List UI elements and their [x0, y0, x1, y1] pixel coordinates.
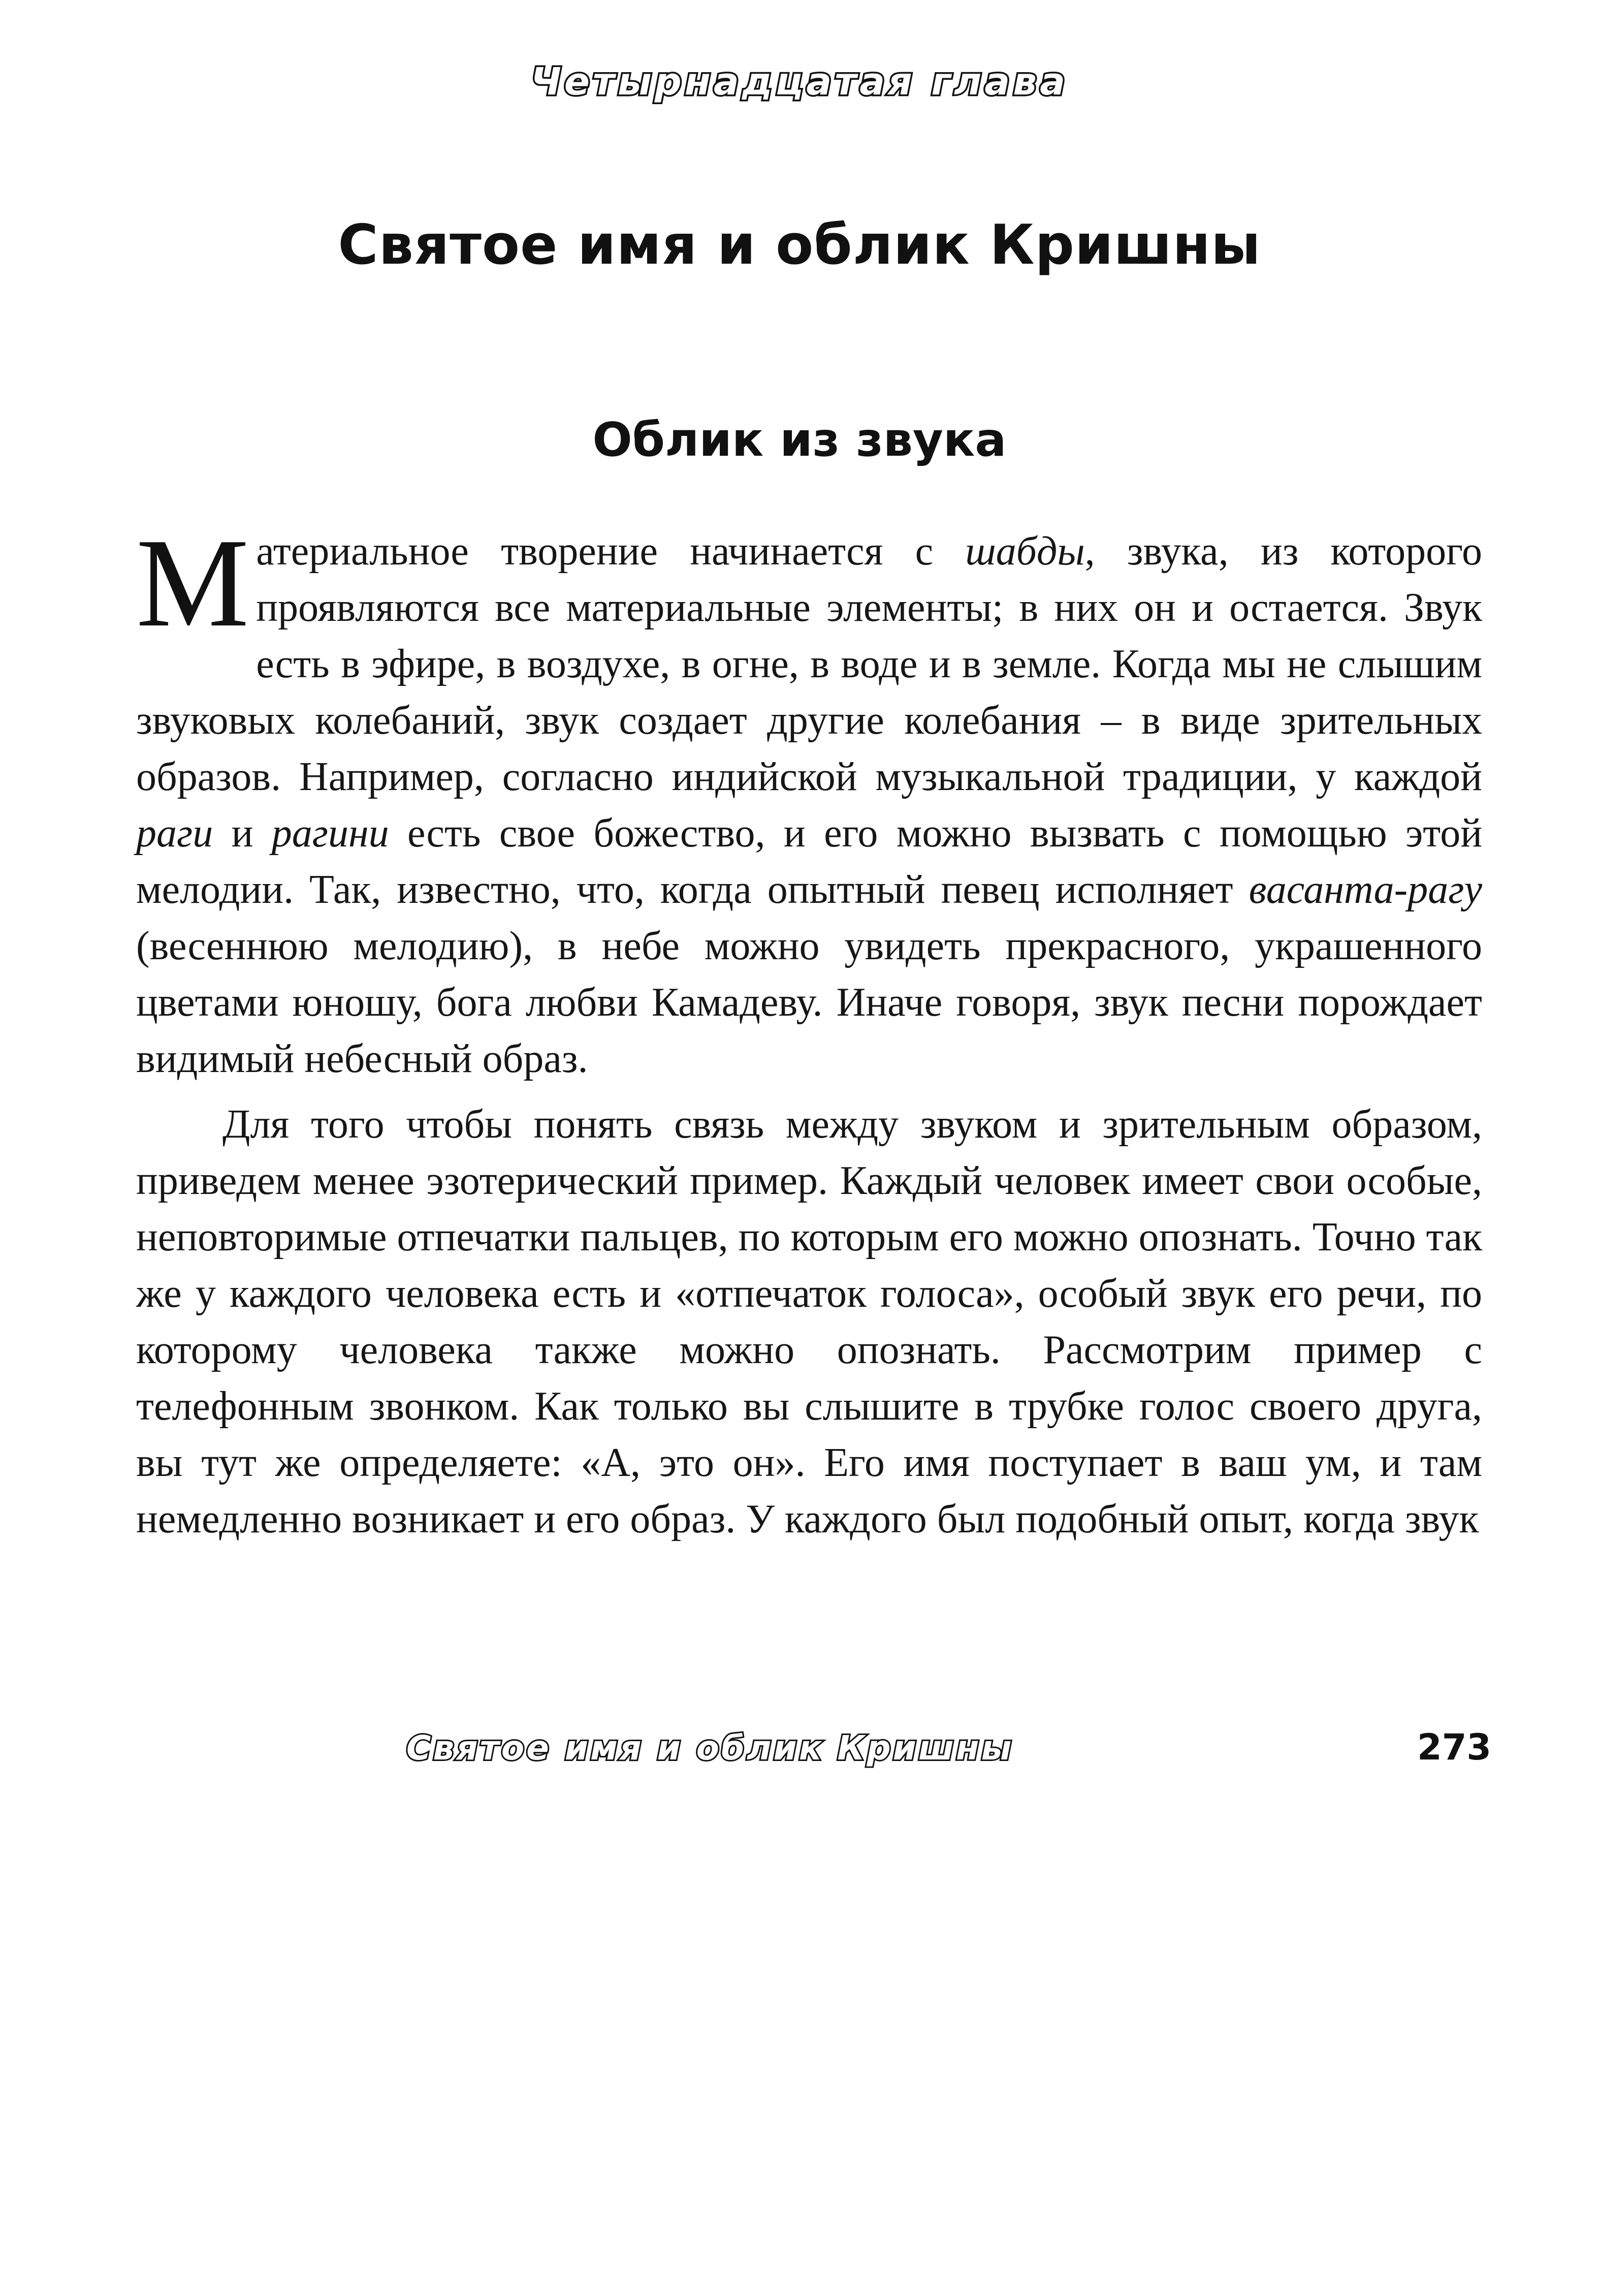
running-footer-title: Святое имя и облик Кришны: [406, 1728, 1014, 1768]
chapter-title: Святое имя и облик Кришны: [338, 213, 1261, 277]
paragraph-1-text: атериальное творение начинается с: [256, 529, 966, 574]
paragraph-1-text: и: [213, 811, 272, 856]
term-raga: раги: [136, 811, 213, 856]
paragraph-1-text: (весеннюю мелодию), в небе можно увидеть прекрасного, украшенного цветами юношу, бога любви Камадеву. Иначе говоря, звук песни порождает видимый небесный образ.: [136, 924, 1482, 1081]
paragraph-1-text: есть свое божество, и его можно вызвать с помощью этой мелодии. Так, известно, что, когда опытный певец исполняет: [136, 811, 1483, 912]
term-vasanta-raga: васанта-рагу: [1249, 867, 1482, 912]
term-ragini: рагини: [271, 811, 389, 856]
paragraph-1: [136, 513, 1483, 1087]
page-number: 273: [1417, 1726, 1492, 1768]
chapter-header: Четырнадцатая глава: [530, 60, 1069, 104]
body-text: [136, 513, 1483, 1548]
paragraph-1-text: , звука, из которого проявляются все материальные элементы; в них он и остается. Звук есть в эфире, в воздухе, в огне, в воде и в земле. Когда мы не слышим звуковых колебаний, звук создает другие колебания – в виде зрительных образов. Например, согласно индийской музыкальной традиции, у каждой: [136, 529, 1483, 799]
term-shabda: шабды: [965, 529, 1085, 574]
section-subtitle: Облик из звука: [592, 413, 1007, 467]
paragraph-2: Для того чтобы понять связь между звуком и зрительным образом, приведем менее эзотерический пример. Каждый человек имеет свои особые, неповторимые отпечатки пальцев, по которым его можно опознать. Точно так же у каждого человека есть и «отпечаток голоса», особый звук его речи, по которому человека также можно опознать. Рассмотрим пример с телефонным звонком. Как только вы слышите в трубке голос своего друга, вы тут же определяете: «А, это он». Его имя поступает в ваш ум, и там немедленно возникает и его образ. У каждого был подобный опыт, когда звук: [136, 1102, 1482, 1542]
drop-cap: М: [136, 513, 249, 653]
